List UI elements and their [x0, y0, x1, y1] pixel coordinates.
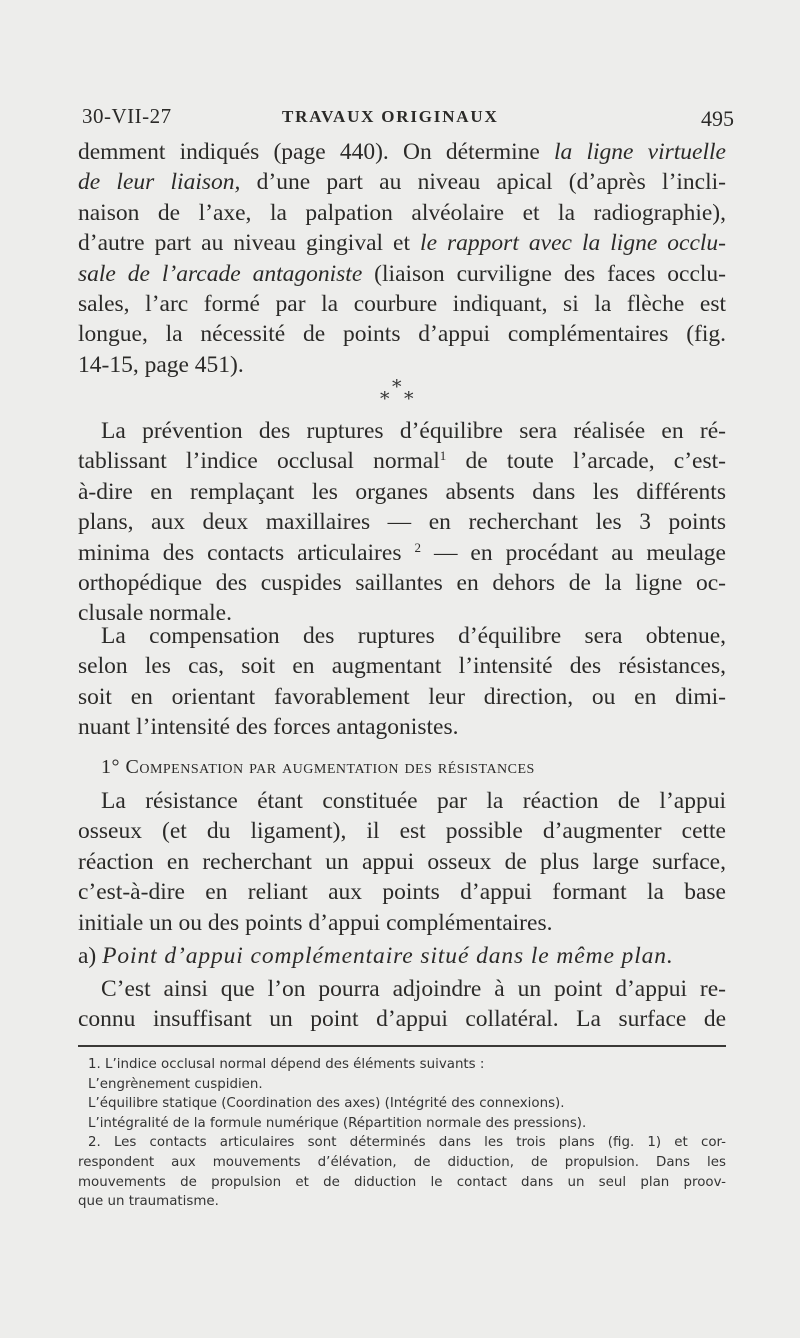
text-line: osseux (et du ligament), il est possible d’augmenter cette: [78, 818, 726, 845]
subheading-label: a): [78, 943, 103, 969]
text-line: selon les cas, soit en augmentant l’intensité des résistances,: [78, 653, 726, 680]
text-line: sale de l’arcade antagoniste (liaison curviligne des faces occlu-: [78, 260, 726, 287]
text-line: c’est-à-dire en reliant aux points d’appui formant la base: [78, 879, 726, 906]
text-line: à-dire en remplaçant les organes absents dans les différents: [78, 478, 726, 505]
footnote-1-item: L’équilibre statique (Coordination des axes) (Intégrité des connexions).: [88, 1096, 565, 1112]
text-line: demment indiqués (page 440). On détermine la ligne virtuelle: [78, 139, 726, 165]
text-line: longue, la nécessité de points d’appui complémentaires (fig.: [78, 321, 726, 348]
paragraph-3: [78, 621, 726, 743]
footnote-2: 2. Les contacts articulaires sont déterminés dans les trois plans (fig. 1) et cor-: [88, 1135, 726, 1151]
text-line: d’autre part au niveau gingival et le rapport avec la ligne occlu-: [78, 230, 726, 257]
paragraph-4: [78, 786, 726, 938]
running-header: [82, 100, 734, 132]
separator-star: *: [380, 388, 390, 410]
header-title: TRAVAUX ORIGINAUX: [282, 107, 499, 126]
text-line: nuant l’intensité des forces antagonistes.: [78, 714, 459, 741]
text-line: soit en orientant favorablement leur direction, ou en dimi-: [78, 683, 726, 710]
text-line: initiale un ou des points d’appui complémentaires.: [78, 909, 553, 936]
text-line: réaction en recherchant un appui osseux de plus large surface,: [78, 848, 726, 875]
footnote-2-line: mouvements de propulsion et de diduction le contact dans un seul plan proov-: [78, 1174, 726, 1190]
text-line: C’est ainsi que l’on pourra adjoindre à un point d’appui re-: [101, 976, 726, 1002]
footnote-rule: [78, 1045, 726, 1047]
footnote-2-line: que un traumatisme.: [78, 1194, 219, 1210]
header-date: 30-VII-27: [82, 104, 172, 128]
text-line: 14-15, page 451).: [78, 351, 244, 378]
text-line: tablissant l’indice occlusal normal$^1$ de toute l’arcade, c’est-: [78, 448, 726, 475]
footnote-2-line: respondent aux mouvements d’élévation, de diduction, de propulsion. Dans les: [78, 1154, 726, 1170]
footnotes: [78, 1055, 726, 1212]
text-line: minima des contacts articulaires $^2$ — en procédant au meulage: [78, 539, 726, 566]
text-line: connu insuffisant un point d’appui collatéral. La surface de: [78, 1006, 726, 1033]
text-line: orthopédique des cuspides saillantes en dehors de la ligne oc-: [78, 570, 726, 597]
separator-star: *: [404, 388, 414, 410]
paragraph-2: [78, 416, 726, 629]
text-line: La compensation des ruptures d’équilibre sera obtenue,: [101, 623, 726, 649]
footnote-ref-2: 2: [414, 539, 421, 555]
text-line: clusale normale.: [78, 600, 232, 627]
section-separator: [378, 376, 418, 410]
footnote-1: 1. L’indice occlusal normal dépend des éléments suivants :: [88, 1057, 485, 1072]
separator-star: *: [392, 376, 402, 398]
text-line: La prévention des ruptures d’équilibre sera réalisée en ré-: [101, 418, 726, 444]
footnote-1-item: L’intégralité de la formule numérique (Répartition normale des pressions).: [88, 1115, 587, 1131]
page-number: 495: [701, 106, 734, 131]
text-line: de leur liaison, d’une part au niveau apical (d’après l’incli-: [78, 169, 726, 196]
text-line: sales, l’arc formé par la courbure indiquant, si la flèche est: [78, 291, 726, 318]
text-line: La résistance étant constituée par la réaction de l’appui: [101, 788, 726, 814]
subheading-text: Point d’appui complémentaire situé dans le même plan.: [102, 943, 674, 969]
footnote-ref-1: 1: [439, 448, 447, 464]
text-line: naison de l’axe, la palpation alvéolaire et la radiographie),: [78, 199, 726, 226]
subheading: [78, 941, 726, 971]
section-heading: 1° Compensation par augmentation des résistances: [101, 756, 535, 778]
paragraph-5: [78, 974, 726, 1035]
paragraph-1: [78, 137, 726, 380]
footnote-1-item: L’engrènement cuspidien.: [88, 1076, 263, 1092]
text-line: plans, aux deux maxillaires — en recherchant les 3 points: [78, 509, 726, 536]
